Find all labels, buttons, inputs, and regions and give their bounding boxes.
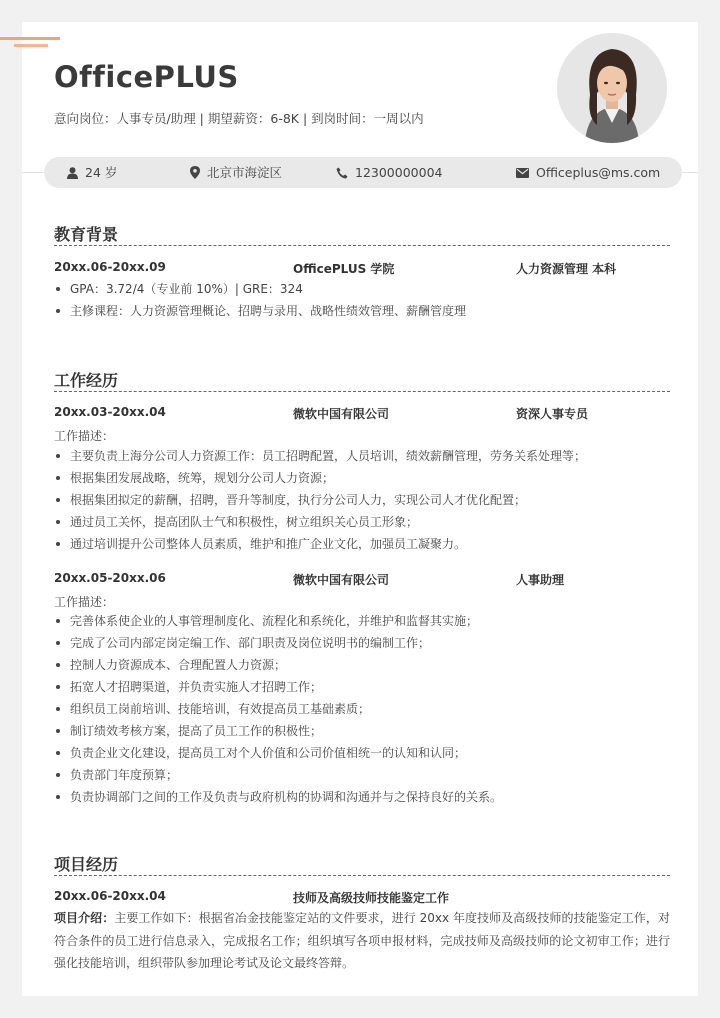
phone-text[interactable]: 12300000004 [355, 165, 443, 180]
project-date: 20xx.06-20xx.04 [54, 889, 166, 903]
project-intro-label: 项目介绍： [54, 911, 115, 925]
project-name: 技师及高级技师技能鉴定工作 [293, 891, 450, 905]
list-item: 通过培训提升公司整体人员素质，维护和推广企业文化，加强员工凝聚力。 [54, 533, 674, 555]
list-item: GPA：3.72/4（专业前 10%）| GRE：324 [54, 278, 674, 300]
accent-line-top [0, 37, 60, 40]
info-divider-left [22, 172, 46, 173]
list-item: 负责企业文化建设，提高员工对个人价值和公司价值相统一的认知和认同； [54, 742, 674, 764]
user-icon [67, 167, 78, 179]
education-list [54, 278, 674, 322]
list-item: 控制人力资源成本、合理配置人力资源； [54, 654, 674, 676]
candidate-name: OfficePLUS [54, 60, 239, 94]
list-item: 主修课程：人力资源管理概论、招聘与录用、战略性绩效管理、薪酬管度理 [54, 300, 674, 322]
info-divider-right [680, 172, 698, 173]
list-item: 负责协调部门之间的工作及负责与政府机构的协调和沟通并与之保持良好的关系。 [54, 786, 674, 808]
work-title: 工作经历 [54, 371, 119, 390]
list-item: 根据集团发展战略，统筹，规划分公司人力资源； [54, 467, 674, 489]
job-date: 20xx.05-20xx.06 [54, 571, 166, 585]
job-role: 人事助理 [516, 573, 565, 587]
list-item: 制订绩效考核方案，提高了员工工作的积极性； [54, 720, 674, 742]
project-rule [54, 875, 670, 876]
portrait-image [557, 33, 667, 143]
mail-icon [516, 168, 529, 178]
list-item: 主要负责上海分公司人力资源工作：员工招聘配置，人员培训，绩效薪酬管理，劳务关系处理等； [54, 445, 674, 467]
education-date: 20xx.06-20xx.09 [54, 260, 166, 274]
age-item [67, 157, 117, 188]
location-item [190, 157, 282, 188]
project-title: 项目经历 [54, 855, 119, 874]
job-desc-label: 工作描述： [54, 429, 115, 443]
phone-icon [336, 167, 348, 179]
job-date: 20xx.03-20xx.04 [54, 405, 166, 419]
education-rule [54, 245, 670, 246]
email-item [516, 157, 660, 188]
project-intro [54, 907, 670, 975]
age-text: 24 岁 [85, 165, 118, 180]
list-item: 完善体系使企业的人事管理制度化、流程化和系统化，并维护和监督其实施； [54, 610, 674, 632]
accent-line-bottom [14, 44, 48, 47]
list-item: 拓宽人才招聘渠道，并负责实施人才招聘工作； [54, 676, 674, 698]
education-school: OfficePLUS 学院 [293, 262, 395, 276]
email-text[interactable]: Officeplus@ms.com [536, 165, 661, 180]
avatar [557, 33, 667, 143]
list-item: 组织员工岗前培训、技能培训，有效提高员工基础素质； [54, 698, 674, 720]
job-role: 资深人事专员 [516, 407, 589, 421]
job-company: 微软中国有限公司 [293, 573, 390, 587]
list-item: 根据集团拟定的薪酬，招聘，晋升等制度，执行分公司人力，实现公司人才优化配置； [54, 489, 674, 511]
education-major: 人力资源管理 本科 [516, 262, 617, 276]
location-pin-icon [190, 166, 200, 179]
education-title: 教育背景 [54, 225, 119, 244]
list-item: 完成了公司内部定岗定编工作、部门职责及岗位说明书的编制工作； [54, 632, 674, 654]
work-rule [54, 391, 670, 392]
job-company: 微软中国有限公司 [293, 407, 390, 421]
list-item: 通过员工关怀，提高团队士气和积极性，树立组织关心员工形象； [54, 511, 674, 533]
job-desc-label: 工作描述： [54, 595, 115, 609]
job-duties-list [54, 445, 674, 555]
contact-bar [44, 157, 682, 188]
job-intent: 意向岗位：人事专员/助理 | 期望薪资：6-8K | 到岗时间：一周以内 [54, 111, 424, 126]
list-item: 负责部门年度预算； [54, 764, 674, 786]
job-duties-list [54, 610, 674, 808]
project-intro-text: 主要工作如下：根据省冶金技能鉴定站的文件要求，进行 20xx 年度技师及高级技师的技能鉴定工作，对符合条件的员工进行信息录入，完成报名工作；组织填写各项申报材料，完成技师及高级技师的论文初审工作；进行强化技能培训，组织带队参加理论考试及论文最终答辩。 [54, 911, 670, 970]
phone-item [336, 157, 442, 188]
location-text: 北京市海淀区 [207, 165, 283, 180]
